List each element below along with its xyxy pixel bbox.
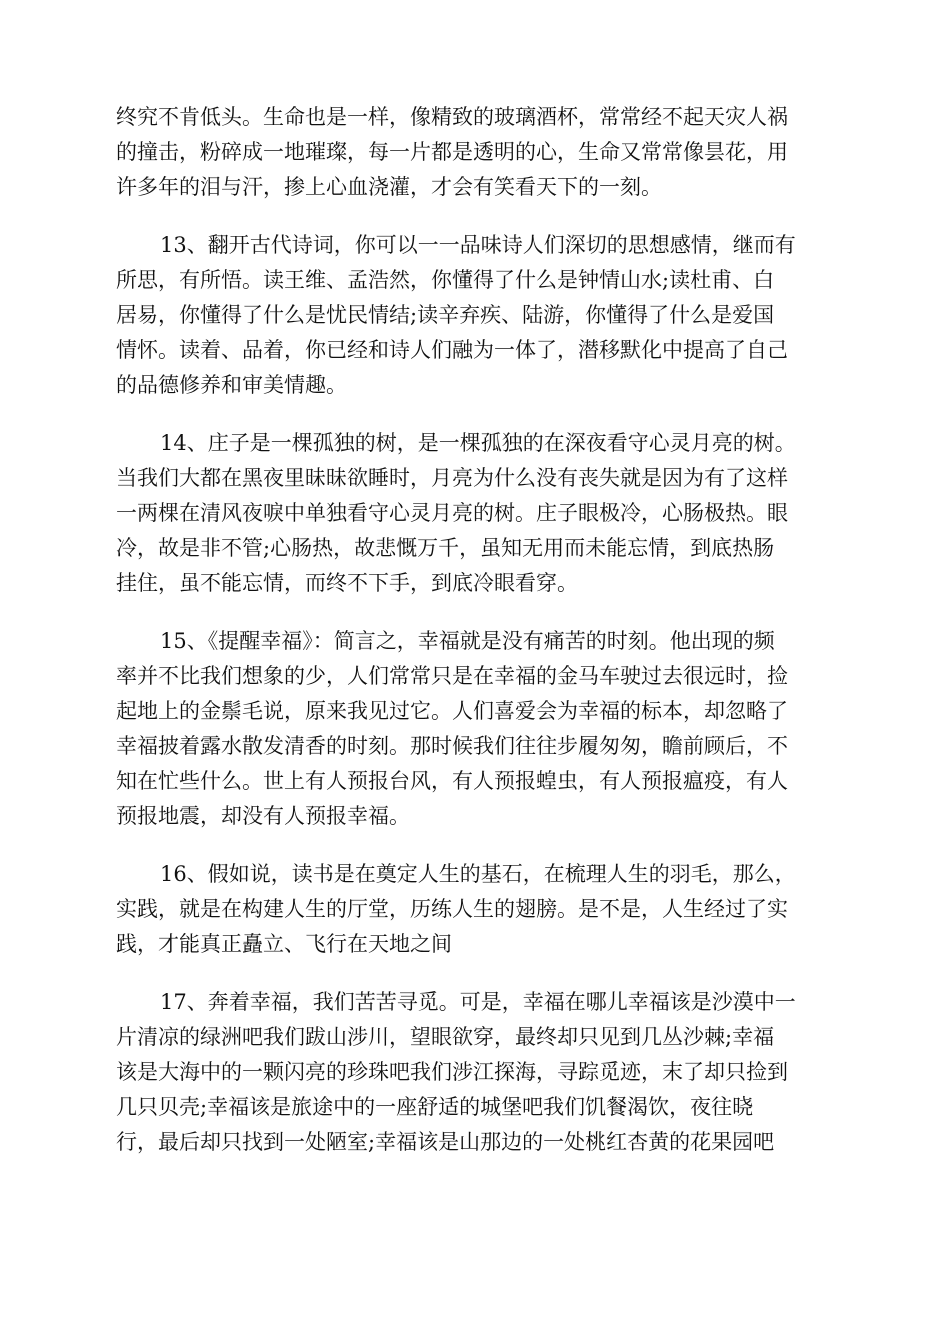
text-line: 冷，故是非不管;心肠热，故悲慨万千，虽知无用而未能忘情，到底热肠 xyxy=(116,536,775,560)
text-line: 片清凉的绿洲吧我们跋山涉川，望眼欲穿，最终却只见到几丛沙棘;幸福 xyxy=(116,1025,775,1049)
text-line: 许多年的泪与汗，掺上心血浇灌，才会有笑看天下的一刻。 xyxy=(116,175,662,199)
text-line: 情怀。读着、品着，你已经和诗人们融为一体了，潜移默化中提高了自己 xyxy=(116,338,788,362)
text-line: 一两棵在清风夜唳中单独看守心灵月亮的树。庄子眼极冷，心肠极热。眼 xyxy=(116,501,788,525)
paragraph-15 xyxy=(116,624,838,834)
text-line: 挂住，虽不能忘情，而终不下手，到底冷眼看穿。 xyxy=(116,571,578,595)
paragraph-16 xyxy=(116,857,838,962)
paragraph-13 xyxy=(116,228,838,403)
document-page xyxy=(116,100,838,1183)
text-line: 17、奔着幸福，我们苦苦寻觅。可是，幸福在哪儿幸福该是沙漠中一 xyxy=(160,990,796,1014)
text-line: 15、《提醒幸福》：简言之，幸福就是没有痛苦的时刻。他出现的频 xyxy=(160,629,775,653)
text-line: 的品德修养和审美情趣。 xyxy=(116,373,347,397)
paragraph-14 xyxy=(116,426,838,601)
text-line: 14、庄子是一棵孤独的树，是一棵孤独的在深夜看守心灵月亮的树。 xyxy=(160,431,796,455)
text-line: 践，才能真正矗立、飞行在天地之间 xyxy=(116,932,452,956)
text-line: 预报地震，却没有人预报幸福。 xyxy=(116,804,410,828)
paragraph-17 xyxy=(116,985,838,1160)
text-line: 起地上的金鬃毛说，原来我见过它。人们喜爱会为幸福的标本，却忽略了 xyxy=(116,699,788,723)
text-line: 当我们大都在黑夜里昧昧欲睡时，月亮为什么没有丧失就是因为有了这样 xyxy=(116,466,788,490)
text-line: 的撞击，粉碎成一地璀璨，每一片都是透明的心，生命又常常像昙花，用 xyxy=(116,140,788,164)
text-line: 居易，你懂得了什么是忧民情结;读辛弃疾、陆游，你懂得了什么是爱国 xyxy=(116,303,775,327)
text-line: 16、假如说，读书是在奠定人生的基石，在梳理人生的羽毛，那么， xyxy=(160,862,796,886)
text-line: 13、翻开古代诗词，你可以一一品味诗人们深切的思想感情，继而有 xyxy=(160,233,796,257)
text-line: 实践，就是在构建人生的厅堂，历练人生的翅膀。是不是，人生经过了实 xyxy=(116,897,788,921)
text-line: 该是大海中的一颗闪亮的珍珠吧我们涉江探海，寻踪觅迹，末了却只捡到 xyxy=(116,1060,788,1084)
paragraph-continuation xyxy=(116,100,838,205)
text-line: 终究不肯低头。生命也是一样，像精致的玻璃酒杯，常常经不起天灾人祸 xyxy=(116,105,788,129)
text-line: 率并不比我们想象的少，人们常常只是在幸福的金马车驶过去很远时，捡 xyxy=(116,664,788,688)
text-line: 几只贝壳;幸福该是旅途中的一座舒适的城堡吧我们饥餐渴饮，夜往晓 xyxy=(116,1095,754,1119)
text-line: 知在忙些什么。世上有人预报台风，有人预报蝗虫，有人预报瘟疫，有人 xyxy=(116,769,788,793)
text-line: 幸福披着露水散发清香的时刻。那时候我们往往步履匆匆，瞻前顾后，不 xyxy=(116,734,788,758)
text-line: 所思，有所悟。读王维、孟浩然，你懂得了什么是钟情山水;读杜甫、白 xyxy=(116,268,775,292)
text-line: 行，最后却只找到一处陋室;幸福该是山那边的一处桃红杏黄的花果园吧 xyxy=(116,1130,775,1154)
